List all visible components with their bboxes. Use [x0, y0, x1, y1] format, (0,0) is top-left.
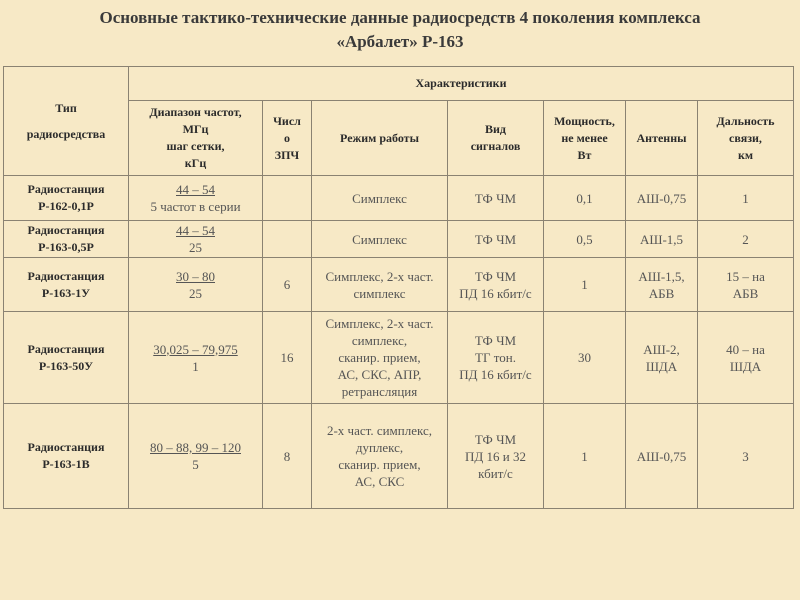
table-row — [4, 312, 794, 404]
cell-mode — [312, 312, 448, 404]
header-col-distance — [698, 101, 794, 176]
cell-power: 30 — [544, 312, 626, 404]
header-col-zpch — [263, 101, 312, 176]
cell-signals — [448, 404, 544, 509]
cell-line: ШДА — [645, 358, 678, 374]
cell-name — [4, 404, 129, 509]
header-line: ЗПЧ — [274, 147, 300, 162]
cell-line: 2-х част. симплекс, — [326, 423, 433, 438]
cell-line: Симплекс, 2-х част. — [325, 316, 434, 331]
cell-line: 25 — [189, 285, 202, 301]
cell-mode — [312, 258, 448, 312]
cell-line: 5 — [192, 457, 199, 472]
cell-line: Р-162-0,1Р — [38, 199, 94, 213]
cell-line: АС, СКС — [354, 474, 405, 489]
cell-antenna: АШ-0,75 — [626, 176, 698, 221]
cell-line: симплекс — [353, 285, 406, 301]
cell-line: 1 — [192, 358, 199, 374]
header-line: Дальность — [716, 113, 775, 128]
cell-line: 30 – 80 — [176, 268, 215, 284]
cell-name — [4, 176, 129, 221]
title-line-2: «Арбалет» Р-163 — [336, 32, 464, 51]
cell-line: ТФ ЧМ — [474, 268, 517, 284]
header-line: шаг сетки, — [166, 139, 225, 153]
cell-line: АБВ — [648, 285, 675, 301]
header-line: Вид — [485, 122, 506, 136]
cell-line: Радиостанция — [27, 341, 105, 356]
header-line: Диапазон частот, — [149, 105, 242, 119]
cell-signals — [448, 312, 544, 404]
cell-zpch: 8 — [263, 404, 312, 509]
cell-line: сканир. прием, — [338, 457, 421, 472]
table-row — [4, 176, 794, 221]
cell-line: Симплекс, 2-х част. — [325, 268, 434, 284]
header-line: кГц — [184, 156, 207, 170]
cell-line: Радиостанция — [27, 440, 105, 454]
cell-line: ТФ ЧМ — [474, 431, 517, 447]
header-col-mode: Режим работы — [312, 101, 448, 176]
cell-distance: 3 — [698, 404, 794, 509]
cell-distance — [698, 312, 794, 404]
header-line: км — [737, 147, 754, 162]
header-type — [4, 67, 129, 176]
cell-zpch — [263, 221, 312, 258]
cell-line: сканир. прием, — [338, 350, 421, 365]
cell-zpch: 16 — [263, 312, 312, 404]
cell-antenna: АШ-0,75 — [626, 404, 698, 509]
cell-line: ретрансляция — [341, 384, 418, 399]
cell-range — [129, 258, 263, 312]
cell-range — [129, 404, 263, 509]
header-type-line: радиосредства — [26, 127, 106, 141]
cell-line: кбит/с — [478, 465, 513, 481]
cell-zpch — [263, 176, 312, 221]
cell-name — [4, 221, 129, 258]
cell-line: ТГ тон. — [475, 350, 516, 365]
page-title — [20, 6, 780, 54]
table-row — [4, 404, 794, 509]
cell-mode — [312, 404, 448, 509]
header-line: Мощность, — [554, 113, 615, 128]
cell-line: АШ-2, — [643, 341, 680, 357]
cell-line: 30,025 – 79,975 — [153, 341, 238, 357]
cell-line: 40 – на — [726, 341, 765, 357]
cell-line: ШДА — [729, 358, 762, 374]
cell-range — [129, 312, 263, 404]
header-characteristics: Характеристики — [129, 67, 794, 101]
cell-range — [129, 176, 263, 221]
cell-line: АШ-1,5, — [638, 268, 685, 284]
cell-line: дуплекс, — [355, 440, 404, 455]
cell-power: 1 — [544, 258, 626, 312]
cell-line: Р-163-1В — [42, 457, 90, 471]
cell-line: Р-163-1У — [41, 285, 91, 300]
header-row-1 — [4, 67, 794, 101]
cell-line: ПД 16 и 32 — [465, 448, 526, 464]
cell-line: 25 — [189, 240, 202, 255]
cell-antenna — [626, 312, 698, 404]
cell-zpch: 6 — [263, 258, 312, 312]
cell-signals: ТФ ЧМ — [448, 221, 544, 258]
cell-line: ТФ ЧМ — [474, 333, 517, 348]
cell-line: Радиостанция — [27, 182, 105, 196]
table-row — [4, 258, 794, 312]
cell-line: 44 – 54 — [176, 223, 215, 238]
cell-line: 44 – 54 — [176, 182, 215, 197]
cell-line: 5 частот в серии — [150, 199, 241, 214]
cell-power: 0,1 — [544, 176, 626, 221]
cell-line: Радиостанция — [27, 268, 105, 283]
cell-distance: 1 — [698, 176, 794, 221]
cell-power: 1 — [544, 404, 626, 509]
cell-name — [4, 258, 129, 312]
cell-range — [129, 221, 263, 258]
cell-line: Радиостанция — [27, 223, 105, 237]
header-line: МГц — [182, 122, 209, 136]
cell-line: 15 – на — [726, 268, 765, 284]
cell-signals: ТФ ЧМ — [448, 176, 544, 221]
header-line: не менее — [561, 130, 608, 145]
header-line: Вт — [577, 147, 592, 162]
header-col-antenna: Антенны — [626, 101, 698, 176]
cell-mode: Симплекс — [312, 221, 448, 258]
cell-power: 0,5 — [544, 221, 626, 258]
cell-name — [4, 312, 129, 404]
cell-line: АС, СКС, АПР, — [337, 367, 422, 382]
header-line: о — [284, 130, 290, 145]
header-line: связи, — [729, 130, 762, 145]
cell-line: АБВ — [732, 285, 759, 301]
cell-line: Р-163-50У — [38, 358, 94, 373]
cell-signals — [448, 258, 544, 312]
header-col-range — [129, 101, 263, 176]
cell-mode: Симплекс — [312, 176, 448, 221]
cell-distance: 2 — [698, 221, 794, 258]
specs-table — [3, 66, 794, 509]
cell-line: 80 – 88, 99 – 120 — [150, 440, 241, 455]
cell-line: симплекс, — [351, 333, 408, 348]
cell-antenna — [626, 258, 698, 312]
title-line-1: Основные тактико-технические данные радиосредств 4 поколения комплекса — [99, 8, 701, 27]
header-col-signals — [448, 101, 544, 176]
table-row — [4, 221, 794, 258]
cell-antenna: АШ-1,5 — [626, 221, 698, 258]
header-type-line: Тип — [55, 101, 77, 115]
cell-distance — [698, 258, 794, 312]
header-line: Числ — [273, 113, 301, 128]
cell-line: ПД 16 кбит/с — [459, 285, 532, 301]
header-line: сигналов — [470, 139, 521, 153]
cell-line: ПД 16 кбит/с — [459, 367, 532, 382]
cell-line: Р-163-0,5Р — [38, 240, 94, 254]
header-col-power — [544, 101, 626, 176]
